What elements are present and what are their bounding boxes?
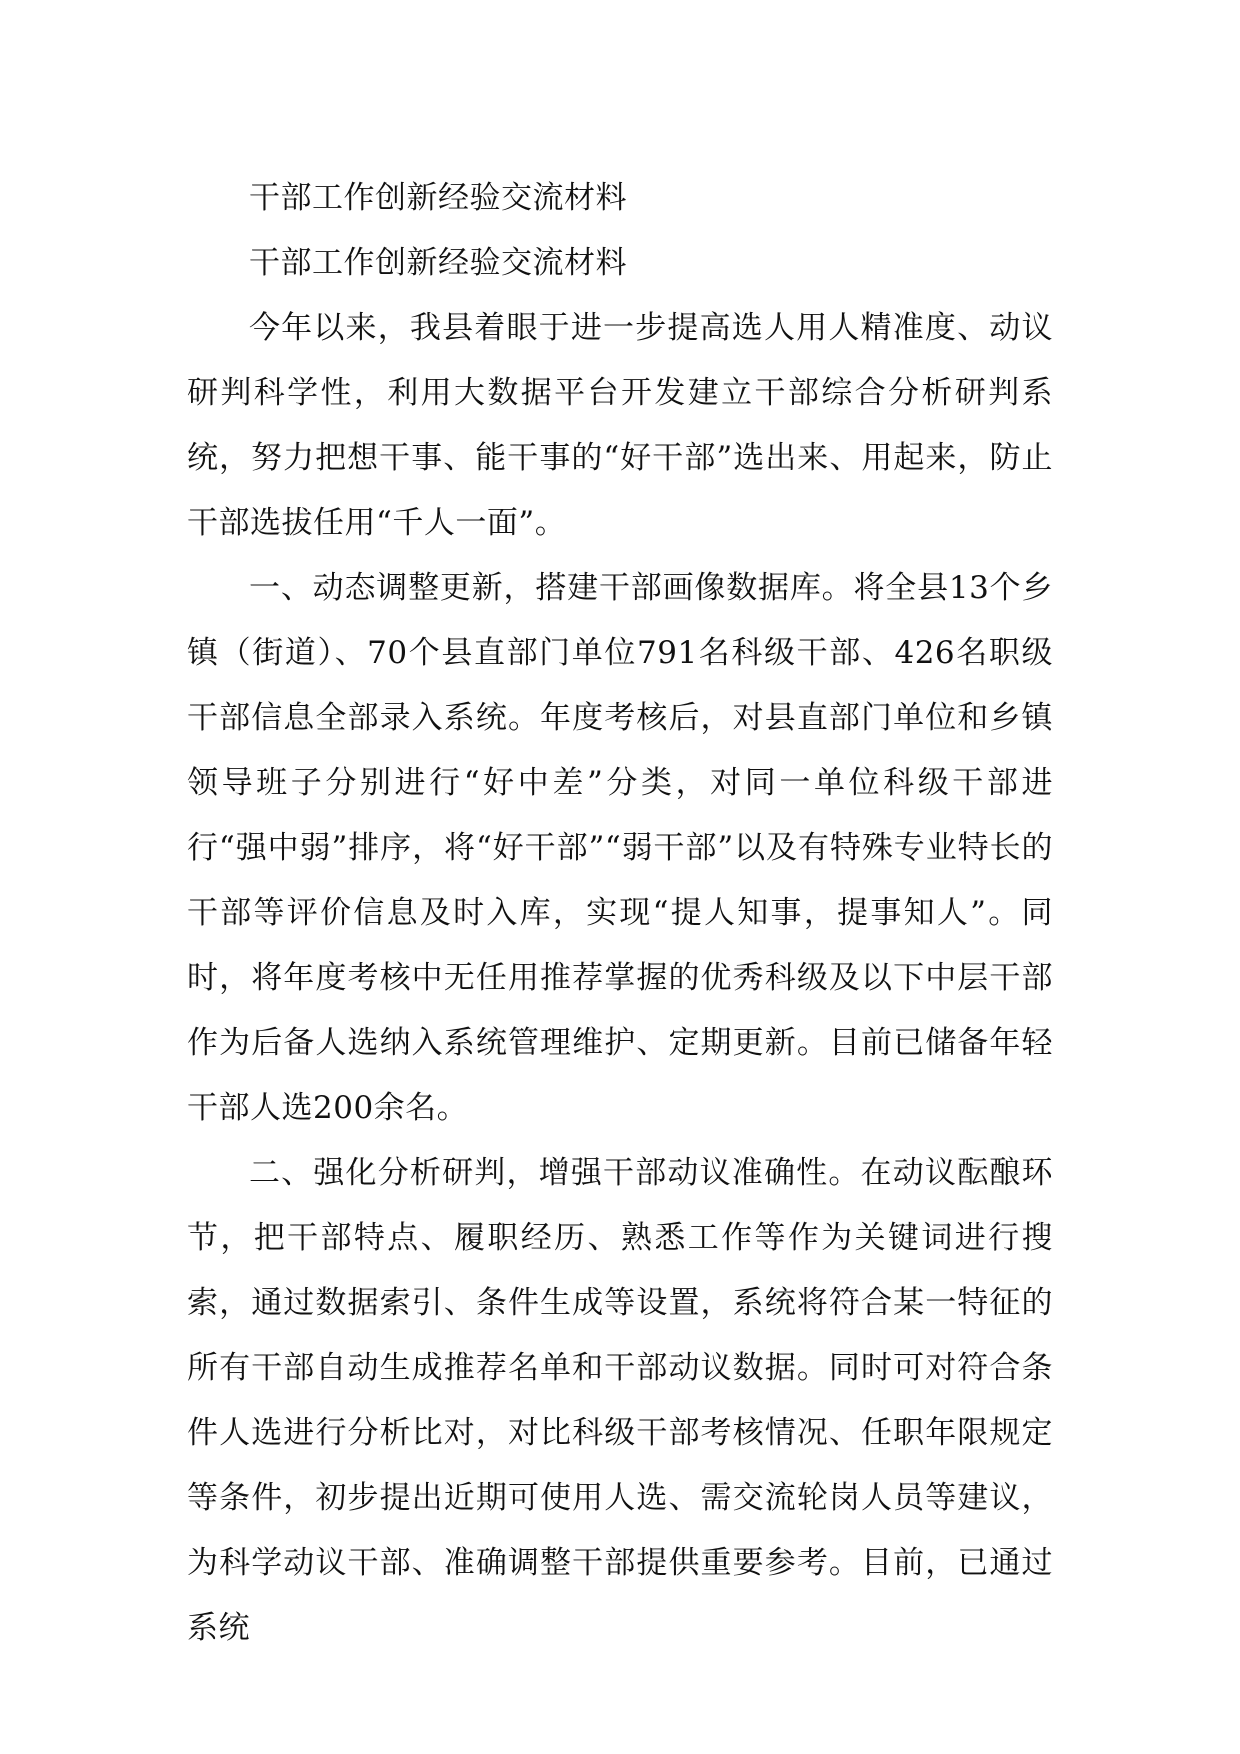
document-body — [187, 166, 1053, 1661]
paragraph-section-two: 二、强化分析研判，增强干部动议准确性。在动议酝酿环节，把干部特点、履职经历、熟悉工作等作为关键词进行搜索，通过数据索引、条件生成等设置，系统将符合某一特征的所有干部自动生成推荐名单和干部动议数据。同时可对符合条件人选进行分析比对，对比科级干部考核情况、任职年限规定等条件，初步提出近期可使用人选、需交流轮岗人员等建议，为科学动议干部、准确调整干部提供重要参考。目前，已通过系统 — [187, 1155, 1053, 1646]
document-title: 干部工作创新经验交流材料 — [249, 180, 627, 216]
paragraph-section-one: 一、动态调整更新，搭建干部画像数据库。将全县13个乡镇（街道）、70个县直部门单位791名科级干部、426名职级干部信息全部录入系统。年度考核后，对县直部门单位和乡镇领导班子分别进行“好中差”分类，对同一单位科级干部进行“强中弱”排序，将“好干部”“弱干部”以及有特殊专业特长的干部等评价信息及时入库，实现“提人知事，提事知人”。同时，将年度考核中无任用推荐掌握的优秀科级及以下中层干部作为后备人选纳入系统管理维护、定期更新。目前已储备年轻干部人选200余名。 — [187, 570, 1053, 1126]
paragraph-intro: 今年以来，我县着眼于进一步提高选人用人精准度、动议研判科学性，利用大数据平台开发建立干部综合分析研判系统，努力把想干事、能干事的“好干部”选出来、用起来，防止干部选拔任用“千人一面”。 — [187, 310, 1053, 541]
document-subtitle: 干部工作创新经验交流材料 — [249, 245, 627, 281]
